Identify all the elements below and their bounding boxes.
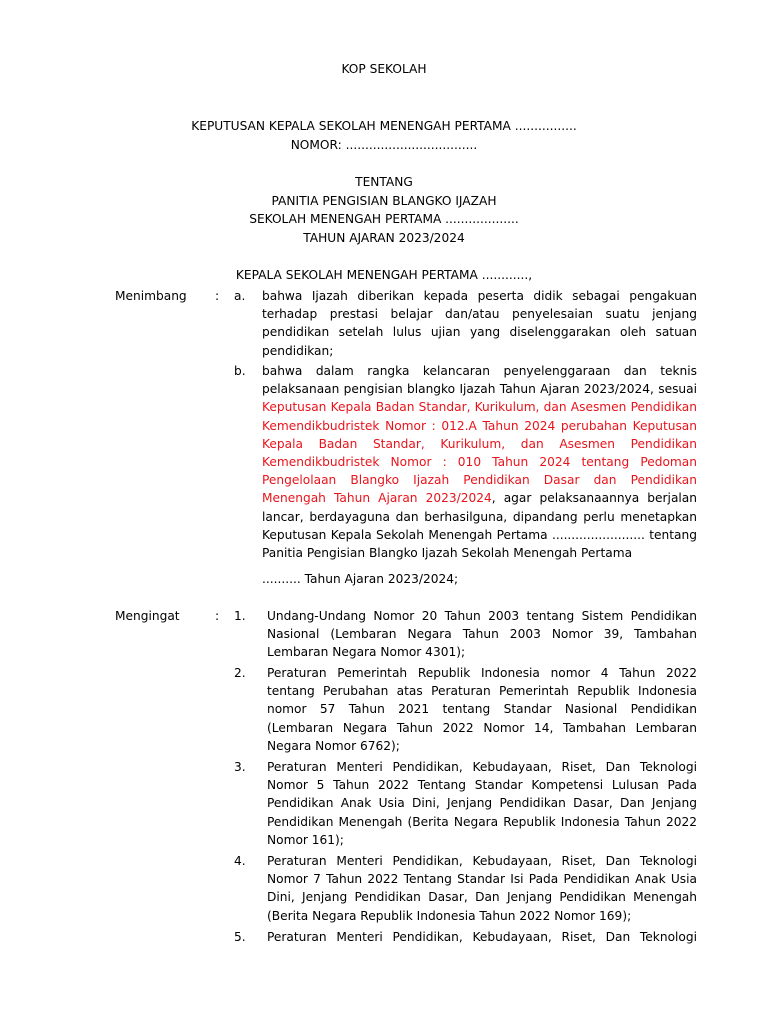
kop-sekolah: KOP SEKOLAH xyxy=(341,62,427,76)
menimbang-b-text xyxy=(262,362,697,562)
menimbang-label: Menimbang xyxy=(115,289,187,303)
menimbang-b-text-1: bahwa dalam rangka kelancaran penyelenggaraan dan teknis pelaksanaan pengisian blangko Ijazah Tahun Ajaran 2023/2024, sesuai xyxy=(262,364,697,397)
subject-line-1: PANITIA PENGISIAN BLANGKO IJAZAH xyxy=(271,194,497,208)
mengingat-1-text: Undang-Undang Nomor 20 Tahun 2003 tentang Sistem Pendidikan Nasional (Lembaran Negara Tahun 2003 Nomor 39, Tambahan Lembaran Negara Nomor 4301); xyxy=(267,609,697,660)
menimbang-a-text: bahwa Ijazah diberikan kepada peserta didik sebagai pengakuan terhadap prestasi belajar dan/atau penyelesaian suatu jenjang pendidikan setelah lulus ujian yang diselenggarakan oleh satuan pendidikan; xyxy=(262,289,697,358)
menimbang-b-mark: b. xyxy=(234,364,246,378)
mengingat-label: Mengingat xyxy=(115,609,180,623)
decree-number: NOMOR: .................................. xyxy=(290,138,478,152)
mengingat-5-text: Peraturan Menteri Pendidikan, Kebudayaan, Riset, Dan Teknologi xyxy=(267,930,697,944)
mengingat-1-num: 1. xyxy=(234,609,246,623)
authority-line: KEPALA SEKOLAH MENENGAH PERTAMA ............, xyxy=(235,268,533,282)
mengingat-2-text: Peraturan Pemerintah Republik Indonesia nomor 4 Tahun 2022 tentang Perubahan atas Peraturan Pemerintah Republik Indonesia nomor 57 Tahun 2021 tentang Standar Nasional Pendidikan (Lembaran Negara Tahun 2022 Nomor 14, Tambahan Lembaran Negara Nomor 6762); xyxy=(267,666,697,753)
menimbang-b-regulation-red: Keputusan Kepala Badan Standar, Kurikulum, dan Asesmen Pendidikan Kemendikbudristek Nomor : 012.A Tahun 2024 perubahan Keputusan Kepala Badan Standar, Kurikulum, dan Asesmen Pendidikan Kemendikbudristek Nomor : 010 Tahun 2024 tentang Pedoman Pengelolaan Blangko Ijazah Pendidikan Dasar dan Pendidikan Menengah Tahun Ajaran 2023/2024 xyxy=(262,400,697,506)
mengingat-colon: : xyxy=(215,609,220,623)
mengingat-2-num: 2. xyxy=(234,666,246,680)
mengingat-3-num: 3. xyxy=(234,760,246,774)
menimbang-colon: : xyxy=(215,289,220,303)
decree-title: KEPUTUSAN KEPALA SEKOLAH MENENGAH PERTAMA ................ xyxy=(191,119,577,133)
menimbang-b-last-line: .......... Tahun Ajaran 2023/2024; xyxy=(262,572,459,586)
mengingat-4-num: 4. xyxy=(234,854,246,868)
mengingat-5-num: 5. xyxy=(234,930,246,944)
menimbang-b-text-2: , agar pelaksanaannya berjalan lancar, berdayaguna dan berhasilguna, dipandang perlu menetapkan Keputusan Kepala Sekolah Menengah Pertama ........................ tentang Panitia Pengisian Blangko Ijazah Sekolah Menengah Pertama xyxy=(262,491,697,561)
menimbang-a-mark: a. xyxy=(234,289,246,303)
mengingat-4-text: Peraturan Menteri Pendidikan, Kebudayaan, Riset, Dan Teknologi Nomor 7 Tahun 2022 Tentang Standar Isi Pada Pendidikan Anak Usia Dini, Jenjang Pendidikan Dasar, Dan Jenjang Pendidikan Menengah (Berita Negara Republik Indonesia Tahun 2022 Nomor 169); xyxy=(267,854,697,923)
subject-line-3: TAHUN AJARAN 2023/2024 xyxy=(303,231,465,245)
tentang-heading: TENTANG xyxy=(355,175,413,189)
subject-line-2: SEKOLAH MENENGAH PERTAMA ................... xyxy=(249,212,519,226)
mengingat-3-text: Peraturan Menteri Pendidikan, Kebudayaan, Riset, Dan Teknologi Nomor 5 Tahun 2022 Tentang Standar Kompetensi Lulusan Pada Pendidikan Anak Usia Dini, Jenjang Pendidikan Dasar, Dan Jenjang Pendidikan Menengah (Berita Negara Republik Indonesia Tahun 2022 Nomor 161); xyxy=(267,760,697,847)
